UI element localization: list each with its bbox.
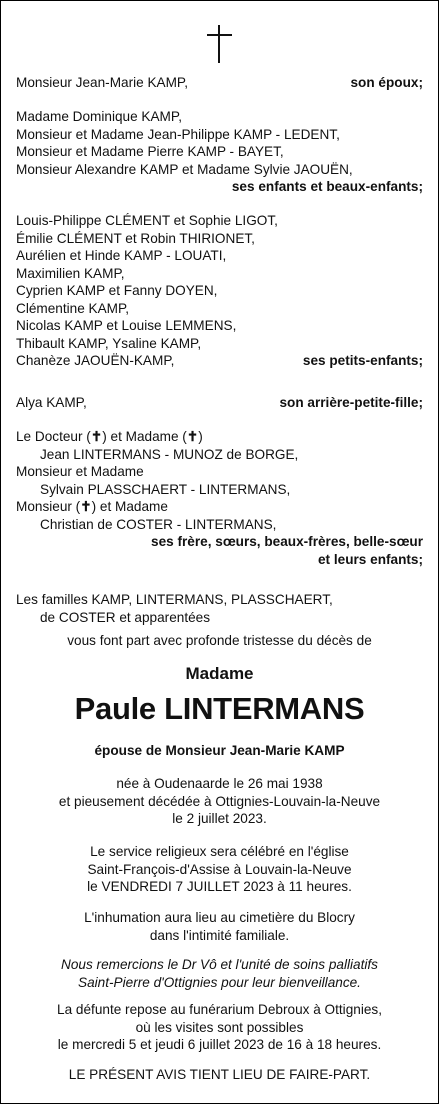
text-line: née à Oudenaarde le 26 mai 1938 bbox=[116, 776, 323, 791]
family-line: Christian de COSTER - LINTERMANS, bbox=[40, 516, 277, 532]
text-line: le mercredi 5 et jeudi 6 juillet 2023 de 16 à 18 heures. bbox=[57, 1037, 382, 1052]
family-line: de COSTER et apparentées bbox=[40, 609, 211, 625]
family-line: Monsieur (✝) et Madame bbox=[16, 499, 168, 514]
text-line: Saint-François-d'Assise à Louvain-la-Neuve bbox=[87, 861, 352, 877]
announcement: vous font part avec profonde tristesse du décès de bbox=[67, 633, 372, 648]
family-line: Cyprien KAMP et Fanny DOYEN, bbox=[16, 283, 218, 298]
siblings-section bbox=[16, 428, 423, 568]
spouse-of: épouse de Monsieur Jean-Marie KAMP bbox=[94, 743, 345, 758]
family-line: Nicolas KAMP et Louise LEMMENS, bbox=[16, 318, 237, 333]
siblings-role: ses frère, sœurs, beaux-frères, belle-sœur bbox=[151, 534, 423, 549]
deceased-cross-icon: ✝ bbox=[186, 429, 199, 444]
family-line: Jean LINTERMANS - MUNOZ de BORGE, bbox=[40, 446, 299, 462]
service-info bbox=[16, 843, 423, 896]
visits-info bbox=[16, 1001, 423, 1054]
family-line: Monsieur et Madame bbox=[16, 464, 144, 479]
siblings-role: et leurs enfants; bbox=[318, 551, 423, 567]
great-grandchild-section bbox=[16, 394, 423, 412]
burial-info bbox=[16, 909, 423, 944]
spouse-section bbox=[16, 74, 423, 92]
family-line: Monsieur Alexandre KAMP et Madame Sylvie JAOUËN, bbox=[16, 161, 353, 177]
children-role: ses enfants et beaux-enfants; bbox=[231, 179, 423, 194]
family-line: Madame Dominique KAMP, bbox=[16, 109, 182, 124]
family-line: Le Docteur (✝) et Madame (✝) bbox=[16, 429, 203, 444]
grandchildren-role: ses petits-enfants; bbox=[302, 353, 423, 368]
text-line: Saint-Pierre d'Ottignies pour leur bienveillance. bbox=[78, 974, 361, 990]
family-line: Monsieur et Madame Pierre KAMP - BAYET, bbox=[16, 144, 284, 159]
spouse-name: Monsieur Jean-Marie KAMP, bbox=[16, 75, 189, 90]
text-line: où les visites sont possibles bbox=[135, 1019, 304, 1035]
family-line: Clémentine KAMP, bbox=[16, 300, 130, 316]
family-line: Sylvain PLASSCHAERT - LINTERMANS, bbox=[40, 481, 291, 497]
family-line: Les familles KAMP, LINTERMANS, PLASSCHAERT, bbox=[16, 592, 333, 607]
family-line: Émilie CLÉMENT et Robin THIRIONET, bbox=[16, 230, 255, 246]
family-line: Chanèze JAOUËN-KAMP, bbox=[16, 353, 175, 368]
birth-death bbox=[16, 775, 423, 828]
grandchildren-section bbox=[16, 212, 423, 370]
family-line: Maximilien KAMP, bbox=[16, 265, 125, 281]
family-line: Louis-Philippe CLÉMENT et Sophie LIGOT, bbox=[16, 213, 278, 228]
family-line: Thibault KAMP, Ysaline KAMP, bbox=[16, 335, 202, 351]
text-line: le VENDREDI 7 JUILLET 2023 à 11 heures. bbox=[87, 879, 352, 894]
text-line: La défunte repose au funérarium Debroux à Ottignies, bbox=[57, 1002, 382, 1017]
cross-icon bbox=[207, 25, 232, 63]
families-section bbox=[16, 591, 423, 626]
text-line: Nous remercions le Dr Vô et l'unité de soins palliatifs bbox=[61, 957, 378, 972]
deceased-name: Paule LINTERMANS bbox=[74, 691, 365, 726]
children-section bbox=[16, 108, 423, 196]
deceased-title: Madame bbox=[185, 664, 254, 683]
thanks bbox=[16, 956, 423, 991]
spouse-role: son époux; bbox=[350, 75, 423, 90]
text-line: dans l'intimité familiale. bbox=[149, 927, 290, 943]
family-line: Aurélien et Hinde KAMP - LOUATI, bbox=[16, 248, 227, 263]
deceased-cross-icon: ✝ bbox=[80, 499, 92, 514]
deceased-cross-icon: ✝ bbox=[90, 429, 103, 444]
great-grandchild-role: son arrière-petite-fille; bbox=[279, 395, 423, 410]
text-line: et pieusement décédée à Ottignies-Louvain-la-Neuve bbox=[58, 793, 381, 809]
text-line: le 2 juillet 2023. bbox=[172, 811, 267, 826]
text-line: Le service religieux sera célébré en l'église bbox=[90, 844, 349, 859]
great-grandchild-name: Alya KAMP, bbox=[16, 395, 87, 410]
text-line: L'inhumation aura lieu au cimetière du Blocry bbox=[84, 910, 355, 925]
footer-note: LE PRÉSENT AVIS TIENT LIEU DE FAIRE-PART. bbox=[68, 1067, 371, 1082]
family-line: Monsieur et Madame Jean-Philippe KAMP - LEDENT, bbox=[16, 126, 340, 142]
